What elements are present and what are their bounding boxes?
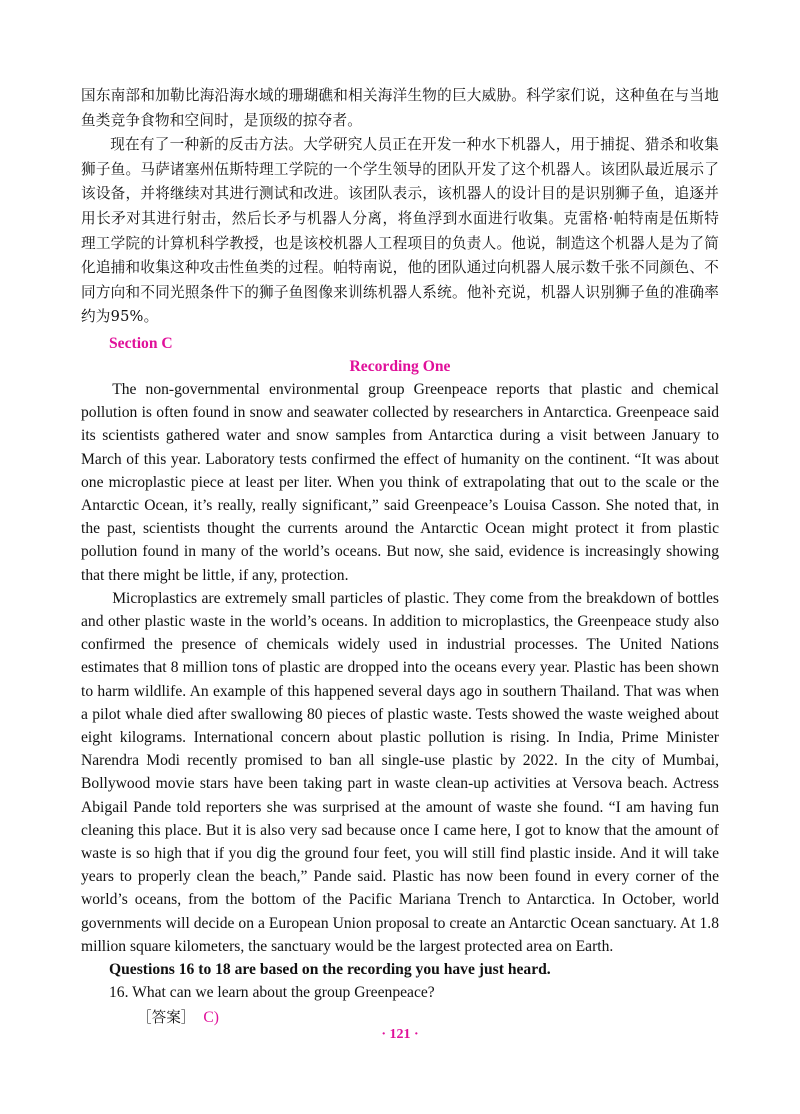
english-paragraph-microplastics: Microplastics are extremely small particles of plastic. They come from the breakdown of bottles and other plastic waste in the world’s oceans. In addition to microplastics, the Greenpeace study also confirmed the presence of chemicals widely used in industrial processes. The United Nations estimates that 8 million tons of plastic are dropped into the oceans every year. Plastic has been shown to harm wildlife. An example of this happened several days ago in southern Thailand. That was when a pilot whale died after swallowing 80 pieces of plastic waste. Tests showed the waste weighed about eight kilograms. International concern about plastic pollution is rising. In India, Prime Minister Narendra Modi recently promised to ban all single-use plastic by 2022. In the city of Mumbai, Bollywood movie stars have been taking part in waste clean-up activities at Versova beach. Actress Abigail Pande told reporters she was surprised at the amount of waste she found. “I am having fun cleaning this place. But it is also very sad because once I came here, I got to know that the amount of waste is so high that if you dig the ground four feet, you will still find plastic inside. And it will take years to properly clean the beach,” Pande said. Plastic has now been found in every corner of the world’s oceans, from the bottom of the Pacific Mariana Trench to Antarctica. In October, world governments will decide on a European Union proposal to create an Antarctic Ocean sanctuary. At 1.8 million square kilometers, the sanctuary would be the largest protected area on Earth. — [81, 589, 719, 955]
questions-heading: Questions 16 to 18 are based on the recording you have just heard. — [109, 961, 551, 979]
page-number: · 121 · — [381, 1027, 419, 1042]
chinese-paragraph-continuation: 国东南部和加勒比海沿海水域的珊瑚礁和相关海洋生物的巨大威胁。科学家们说，这种鱼在与当地鱼类竞争食物和空间时，是顶级的掠夺者。 — [81, 87, 719, 129]
recording-title: Recording One — [349, 357, 451, 375]
answer-label: ［答案］ — [137, 1009, 196, 1027]
section-label: Section C — [109, 334, 173, 352]
answer-value: C) — [203, 1009, 219, 1027]
question-16: 16. What can we learn about the group Greenpeace? — [109, 984, 435, 1002]
english-paragraph-greenpeace: The non-governmental environmental group Greenpeace reports that plastic and chemical pollution is often found in snow and seawater collected by researchers in Antarctica. Greenpeace said its scientists gathered water and snow samples from Antarctica during a visit between January to March of this year. Laboratory tests confirmed the effect of humanity on the continent. “It was about one microplastic piece at least per liter. When you think of extrapolating that out to the scale or the Antarctic Ocean, it’s really, really significant,” said Greenpeace’s Louisa Casson. She noted that, in the past, scientists thought the currents around the Antarctic Ocean might protect it from plastic pollution found in many of the world’s oceans. But now, she said, evidence is increasingly showing that there might be little, if any, protection. — [81, 380, 719, 584]
chinese-paragraph-robot: 现在有了一种新的反击方法。大学研究人员正在开发一种水下机器人，用于捕捉、猎杀和收集狮子鱼。马萨诸塞州伍斯特理工学院的一个学生领导的团队开发了这个机器人。该团队最近展示了该设备，并将继续对其进行测试和改进。该团队表示，该机器人的设计目的是识别狮子鱼，追逐并用长矛对其进行射击，然后长矛与机器人分离，将鱼浮到水面进行收集。克雷格·帕特南是伍斯特理工学院的计算机科学教授，也是该校机器人工程项目的负责人。他说，制造这个机器人是为了简化追捕和收集这种攻击性鱼类的过程。帕特南说，他的团队通过向机器人展示数千张不同颜色、不同方向和不同光照条件下的狮子鱼图像来训练机器人系统。他补充说，机器人识别狮子鱼的准确率约为95%。 — [81, 136, 719, 326]
